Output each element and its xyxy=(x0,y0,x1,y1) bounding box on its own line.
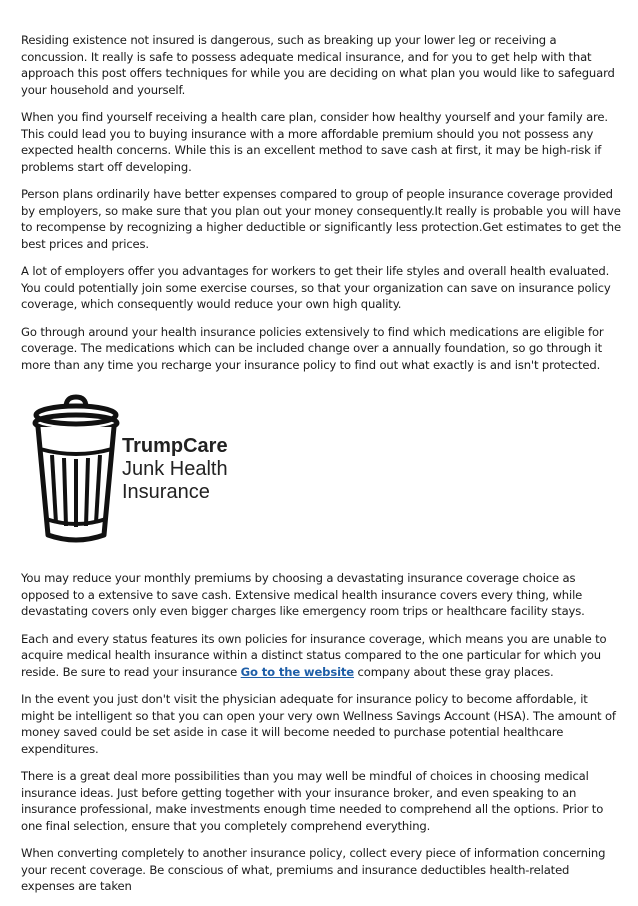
paragraph-5: Go through around your health insurance policies extensively to find which medications are eligible for coverage. The medications which can be included change over a annually foundation, so go through it more than any time you recharge your insurance policy to find out what exactly is and isn't protected. xyxy=(21,324,604,372)
trumpcare-logo-text xyxy=(122,435,228,504)
paragraph-7-text-start: Each and every status features its own policies for insurance coverage, which means you are unable to acquire medical health insurance within a distinct status compared to the one particular for which you reside. Be sure to read your insurance xyxy=(21,631,607,679)
paragraph-4: A lot of employers offer you advantages for workers to get their life styles and overall health evaluated. You could potentially join some exercise courses, so that your organization can save on insurance policy coverage, which consequently would reduce your own high quality. xyxy=(21,264,611,311)
paragraph-7-text-end: company about these gray places. xyxy=(354,664,554,679)
paragraph-9: There is a great deal more possibilities than you may well be mindful of choices in choosing medical insurance ideas. Just before getting together with your insurance broker, and even speaking to an insurance professional, make investments enough time needed to comprehend all the options. Prior to one final selection, ensure that you completely comprehend everything. xyxy=(21,769,604,833)
brand-subtitle-1: Junk Health xyxy=(122,458,228,480)
paragraph-3: Person plans ordinarily have better expenses compared to group of people insurance coverage provided by employers, so make sure that you plan out your money consequently.It really is probable you will have to recompense by recognizing a higher deductible or significantly less protection.Get estimates to get the best prices and prices. xyxy=(21,187,621,251)
website-link[interactable]: Go to the website xyxy=(240,664,355,679)
brand-title: TrumpCare xyxy=(122,435,228,457)
document-page xyxy=(21,32,621,906)
paragraph-1: Residing existence not insured is dangerous, such as breaking up your lower leg or receiving a concussion. It really is safe to possess adequate medical insurance, and for you to get help with that approach this post offers techniques for while you are deciding on what plan you would like to safeguard your household and yourself. xyxy=(21,33,615,97)
brand-subtitle-2: Insurance xyxy=(122,481,210,503)
paragraph-6: You may reduce your monthly premiums by choosing a devastating insurance coverage choice as opposed to a extensive to save cash. Extensive medical health insurance covers every thing, while devastating covers only even bigger charges like emergency room trips or healthcare facility stays. xyxy=(21,571,585,618)
trash-can-icon xyxy=(30,393,122,545)
trumpcare-figure xyxy=(21,393,621,553)
paragraph-8: In the event you just don't visit the physician adequate for insurance policy to become affordable, it might be intelligent so that you can open your very own Wellness Savings Account (HSA). The amount of money saved could be set aside in case it will become needed to purchase potential healthcare expenditures. xyxy=(21,692,616,756)
paragraph-2: When you find yourself receiving a health care plan, consider how healthy yourself and your family are. This could lead you to buying insurance with a more affordable premium should you not possess any expected health concerns. While this is an excellent method to save cash at first, it may be high-risk if problems start off developing. xyxy=(21,110,608,174)
paragraph-7 xyxy=(21,631,621,681)
paragraph-10: When converting completely to another insurance policy, collect every piece of information concerning your recent coverage. Be conscious of what, premiums and insurance deductibles health-related expenses are taken xyxy=(21,846,606,893)
